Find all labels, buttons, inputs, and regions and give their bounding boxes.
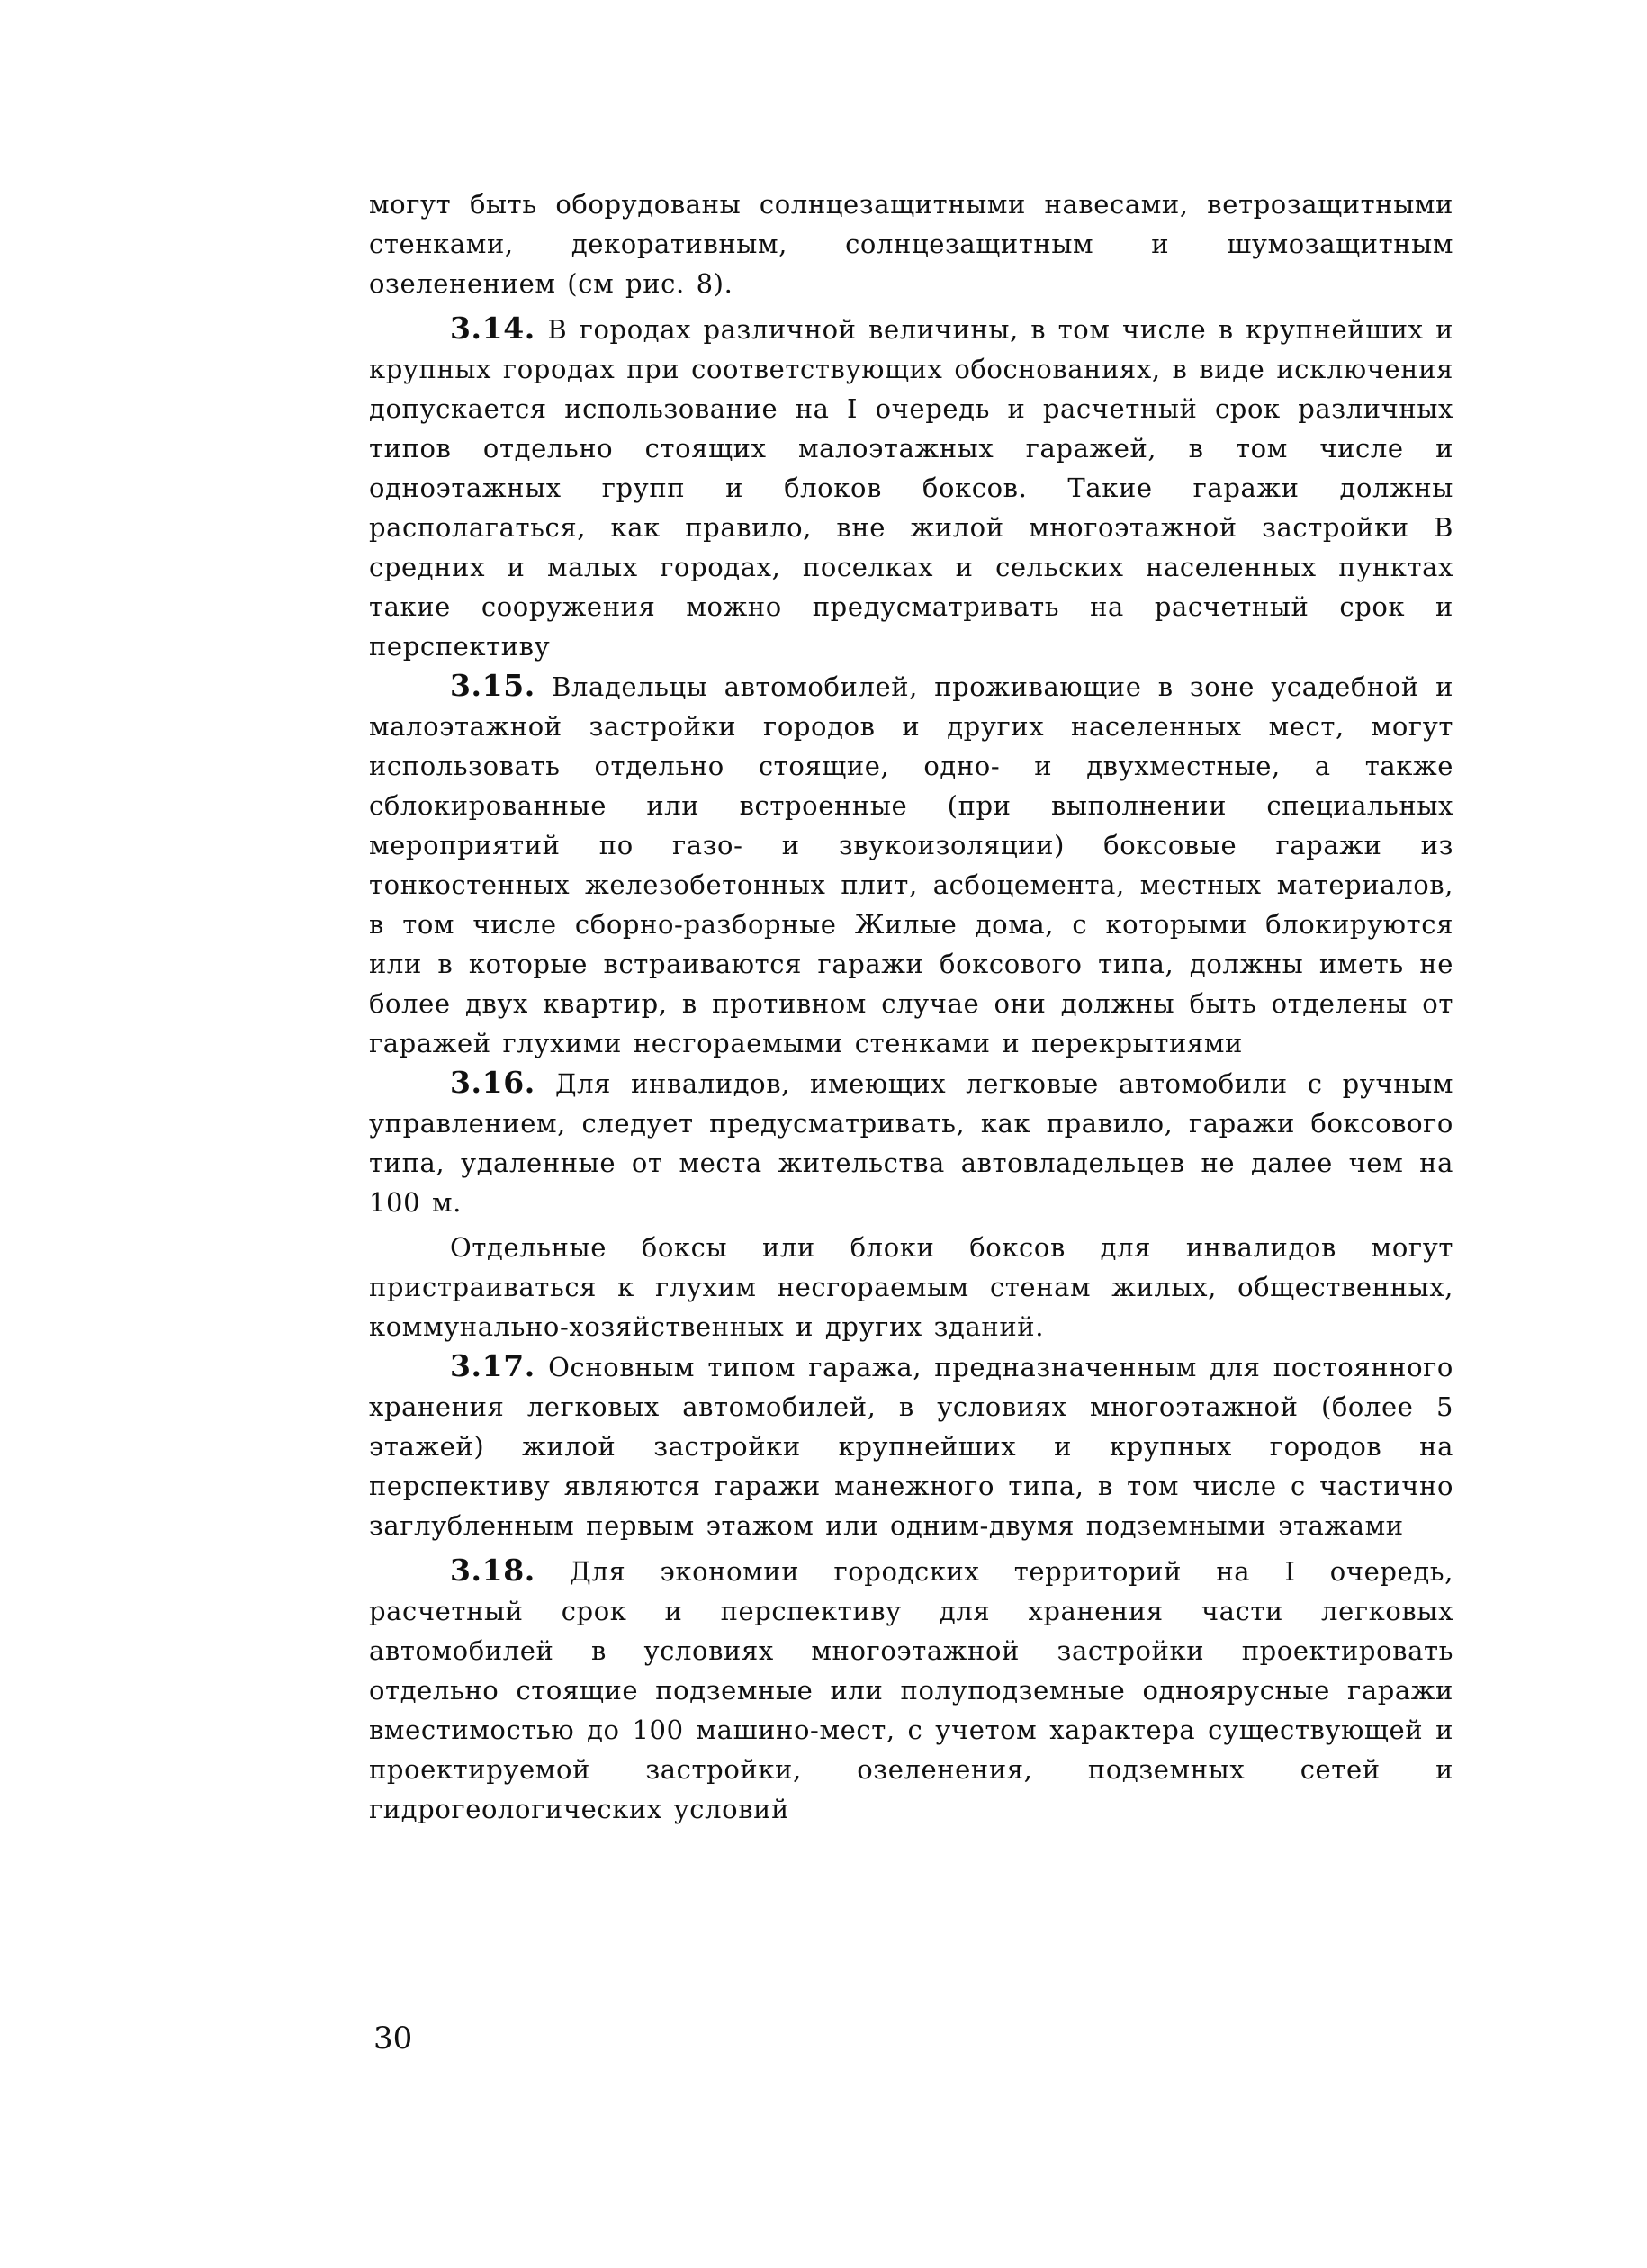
section-number: 3.15. xyxy=(450,668,536,703)
text-block xyxy=(369,184,1454,1829)
paragraph-text: могут быть оборудованы солнцезащитными навесами, ветрозащитными стенками, декоративным, солнцезащитным и шумозащитным озеленением (см рис. 8). xyxy=(369,189,1454,299)
paragraph-text: В городах различной величины, в том числе в крупнейших и крупных городах при соответствующих обоснованиях, в виде исключения допускается использование на I очередь и расчетный срок различных типов отдельно стоящих малоэтажных гаражей, в том числе и одноэтажных групп и блоков боксов. Такие гаражи должны располагаться, как правило, вне жилой многоэтажной застройки В средних и малых городах, поселках и сельских населенных пунктах такие сооружения можно предусматривать на расчетный срок и перспективу xyxy=(369,314,1454,662)
section-number: 3.16. xyxy=(450,1065,536,1100)
section-number: 3.14. xyxy=(450,310,536,346)
paragraph-text: Для экономии городских территорий на I очередь, расчетный срок и перспективу для хранения части легковых автомобилей в условиях многоэтажной застройки проектировать отдельно стоящие подземные или полуподземные одноярусные гаражи вместимостью до 100 машино-мест, с учетом характера существующей и проектируемой застройки, озеленения, подземных сетей и гидрогеологических условий xyxy=(369,1556,1454,1824)
paragraph-3-17 xyxy=(369,1346,1454,1545)
paragraph-text: Основным типом гаража, предназначенным для постоянного хранения легковых автомобилей, в условиях многоэтажной (более 5 этажей) жилой застройки крупнейших и крупных городов на перспективу являются гаражи манежного типа, в том числе с частично заглубленным первым этажом или одним-двумя подземными этажами xyxy=(369,1352,1454,1541)
paragraph-3-18 xyxy=(369,1551,1454,1829)
section-number: 3.18. xyxy=(450,1552,536,1588)
paragraph-3-16-continued xyxy=(369,1228,1454,1346)
paragraph-3-15 xyxy=(369,666,1454,1063)
paragraph-text: Владельцы автомобилей, проживающие в зоне усадебной и малоэтажной застройки городов и других населенных мест, могут использовать отдельно стоящие, одно- и двухместные, а также сблокированные или встроенные (при выполнении специальных мероприятий по газо- и звукоизоляции) боксовые гаражи из тонкостенных железобетонных плит, асбоцемента, местных материалов, в том числе сборно-разборные Жилые дома, с которыми блокируются или в которые встраиваются гаражи боксового типа, должны иметь не более двух квартир, в противном случае они должны быть отделены от гаражей глухими несгораемыми стенками и перекрытиями xyxy=(369,671,1454,1058)
paragraph-continuation xyxy=(369,184,1454,303)
paragraph-text: Отдельные боксы или блоки боксов для инвалидов могут пристраиваться к глухим несгораемым стенам жилых, общественных, коммунально-хозяйственных и других зданий. xyxy=(369,1232,1454,1342)
section-number: 3.17. xyxy=(450,1348,536,1383)
page-number: 30 xyxy=(374,2020,413,2056)
paragraph-3-14 xyxy=(369,309,1454,666)
paragraph-text: Для инвалидов, имеющих легковые автомобили с ручным управлением, следует предусматривать, как правило, гаражи боксового типа, удаленные от места жительства автовладельцев не далее чем на 100 м. xyxy=(369,1068,1454,1218)
paragraph-3-16 xyxy=(369,1063,1454,1222)
